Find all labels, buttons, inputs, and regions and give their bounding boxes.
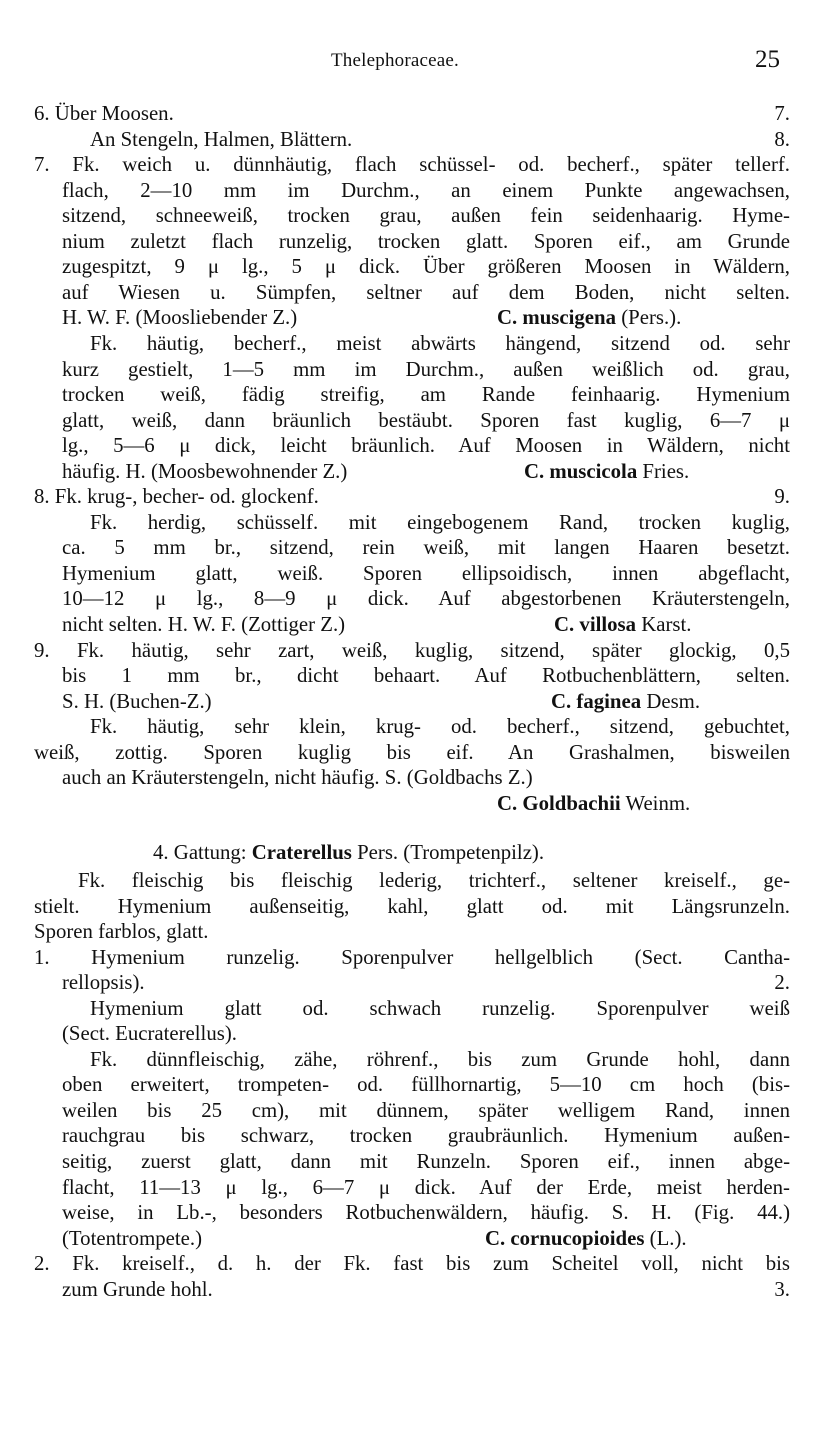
text-line <box>90 331 790 357</box>
page-header <box>0 46 830 78</box>
lead-reference: 7. <box>774 102 790 125</box>
text-line <box>62 689 790 715</box>
text-line <box>90 127 790 153</box>
genus-author: Pers. (Trompetenpilz). <box>357 841 545 864</box>
line-text: oben erweitert, trompeten- od. füllhornartig, 5—10 cm hoch (bis- <box>62 1073 790 1096</box>
line-text: Fk. fleischig bis fleischig lederig, trichterf., seltener kreiself., ge- <box>78 869 790 892</box>
species-binomial: C. cornucopioides <box>485 1227 645 1250</box>
line-text: Sporen farblos, glatt. <box>34 920 209 943</box>
text-line <box>62 1021 790 1047</box>
text-line <box>62 254 790 280</box>
species-authority: (L.). <box>649 1227 687 1250</box>
text-line <box>62 1123 790 1149</box>
line-text: Fk. häutig, sehr klein, krug- od. becherf., sitzend, gebuchtet, <box>90 715 790 738</box>
species-name <box>497 791 690 817</box>
text-line <box>62 178 790 204</box>
species-authority: Karst. <box>641 613 692 636</box>
line-text: flach, 2—10 mm im Durchm., an einem Punkte angewachsen, <box>62 179 790 202</box>
text-line <box>34 740 790 766</box>
text-line <box>62 408 790 434</box>
line-text: Fk. herdig, schüsself. mit eingebogenem Rand, trocken kuglig, <box>90 511 790 534</box>
line-text: Fk. dünnfleischig, zähe, röhrenf., bis zum Grunde hohl, dann <box>90 1048 790 1071</box>
text-line <box>62 459 790 485</box>
genus-name: Craterellus <box>251 841 352 864</box>
text-line <box>78 868 790 894</box>
line-text: 7. Fk. weich u. dünnhäutig, flach schüssel- od. becherf., später tellerf. <box>34 153 790 176</box>
line-text: rauchgrau bis schwarz, trocken graubräunlich. Hymenium außen- <box>62 1124 790 1147</box>
text-line <box>62 357 790 383</box>
text-line <box>62 280 790 306</box>
line-text: Hymenium glatt, weiß. Sporen ellipsoidisch, innen abgeflacht, <box>62 562 790 585</box>
line-text: ca. 5 mm br., sitzend, rein weiß, mit langen Haaren besetzt. <box>62 536 790 559</box>
text-line <box>34 101 790 127</box>
text-line <box>62 382 790 408</box>
text-line <box>62 970 790 996</box>
text-line <box>62 1175 790 1201</box>
line-text: 8. Fk. krug-, becher- od. glockenf. <box>34 485 319 508</box>
line-text: zugespitzt, 9 μ lg., 5 μ dick. Über größeren Moosen in Wäldern, <box>62 255 790 278</box>
text-line <box>34 152 790 178</box>
page-number: 25 <box>755 46 780 73</box>
line-text: Hymenium glatt od. schwach runzelig. Sporenpulver weiß <box>90 997 790 1020</box>
text-line <box>62 1149 790 1175</box>
text-line <box>34 894 790 920</box>
text-line <box>90 510 790 536</box>
text-line <box>62 229 790 255</box>
line-text: kurz gestielt, 1—5 mm im Durchm., außen weißlich od. grau, <box>62 358 790 381</box>
line-text: H. W. F. (Moosliebender Z.) <box>62 306 298 329</box>
line-text: rellopsis). <box>62 971 145 994</box>
line-text: (Totentrompete.) <box>62 1227 203 1250</box>
text-line <box>62 1200 790 1226</box>
text-line <box>62 586 790 612</box>
line-text: flacht, 11—13 μ lg., 6—7 μ dick. Auf der Erde, meist herden- <box>62 1176 790 1199</box>
line-text: auf Wiesen u. Sümpfen, seltner auf dem Boden, nicht selten. <box>62 281 790 304</box>
lead-reference: 3. <box>774 1278 790 1301</box>
text-line <box>62 1072 790 1098</box>
species-name <box>497 305 681 331</box>
line-text: weiß, zottig. Sporen kuglig bis eif. An Grashalmen, bisweilen <box>34 741 790 764</box>
line-text: 1. Hymenium runzelig. Sporenpulver hellgelblich (Sect. Cantha- <box>34 946 790 969</box>
line-text: nium zuletzt flach runzelig, trocken glatt. Sporen eif., am Grunde <box>62 230 790 253</box>
text-line <box>62 433 790 459</box>
text-line <box>34 638 790 664</box>
line-text: häufig. H. (Moosbewohnender Z.) <box>62 460 348 483</box>
line-text: weise, in Lb.-, besonders Rotbuchenwäldern, häufig. S. H. (Fig. 44.) <box>62 1201 790 1224</box>
text-line <box>90 996 790 1022</box>
species-name <box>524 459 689 485</box>
text-line <box>62 1277 790 1303</box>
section-heading-prefix: 4. Gattung: <box>153 841 247 864</box>
text-line <box>34 945 790 971</box>
species-authority: (Pers.). <box>621 306 682 329</box>
text-line <box>90 714 790 740</box>
line-text: S. H. (Buchen-Z.) <box>62 690 212 713</box>
text-line <box>34 919 790 945</box>
line-text: sitzend, schneeweiß, trocken grau, außen fein seidenhaarig. Hyme- <box>62 204 790 227</box>
line-text: (Sect. Eucraterellus). <box>62 1022 237 1045</box>
species-binomial: C. Goldbachii <box>497 792 621 815</box>
line-text: 2. Fk. kreiself., d. h. der Fk. fast bis zum Scheitel voll, nicht bis <box>34 1252 790 1275</box>
line-text: auch an Kräuterstengeln, nicht häufig. S. (Goldbachs Z.) <box>62 766 533 789</box>
text-line <box>62 1226 790 1252</box>
species-name <box>551 689 700 715</box>
text-line <box>62 1098 790 1124</box>
species-authority: Weinm. <box>625 792 691 815</box>
line-text: glatt, weiß, dann bräunlich bestäubt. Sporen fast kuglig, 6—7 μ <box>62 409 790 432</box>
text-line <box>62 203 790 229</box>
text-line <box>90 1047 790 1073</box>
species-binomial: C. faginea <box>551 690 642 713</box>
text-line <box>62 305 790 331</box>
species-name <box>485 1226 687 1252</box>
lead-reference: 2. <box>774 971 790 994</box>
running-title: Thelephoraceae. <box>331 50 459 71</box>
lead-reference: 8. <box>774 128 790 151</box>
species-authority: Fries. <box>642 460 690 483</box>
lead-reference: 9. <box>774 485 790 508</box>
species-binomial: C. muscicola <box>524 460 638 483</box>
text-line <box>34 484 790 510</box>
line-text: 9. Fk. häutig, sehr zart, weiß, kuglig, sitzend, später glockig, 0,5 <box>34 639 790 662</box>
text-line <box>34 791 790 817</box>
text-line <box>62 612 790 638</box>
line-text: 10—12 μ lg., 8—9 μ dick. Auf abgestorbenen Kräuterstengeln, <box>62 587 790 610</box>
species-authority: Desm. <box>646 690 701 713</box>
text-line <box>62 561 790 587</box>
text-line <box>153 840 544 866</box>
line-text: trocken weiß, fädig streifig, am Rande feinhaarig. Hymenium <box>62 383 790 406</box>
species-name <box>554 612 692 638</box>
line-text: lg., 5—6 μ dick, leicht bräunlich. Auf Moosen in Wäldern, nicht <box>62 434 790 457</box>
line-text: 6. Über Moosen. <box>34 102 174 125</box>
line-text: zum Grunde hohl. <box>62 1278 213 1301</box>
text-line <box>34 1251 790 1277</box>
line-text: weilen bis 25 cm), mit dünnem, später welligem Rand, innen <box>62 1099 790 1122</box>
line-text: Fk. häutig, becherf., meist abwärts hängend, sitzend od. sehr <box>90 332 790 355</box>
line-text: stielt. Hymenium außenseitig, kahl, glatt od. mit Längsrunzeln. <box>34 895 790 918</box>
text-line <box>62 535 790 561</box>
species-binomial: C. muscigena <box>497 306 617 329</box>
species-binomial: C. villosa <box>554 613 637 636</box>
text-line <box>62 663 790 689</box>
line-text: nicht selten. H. W. F. (Zottiger Z.) <box>62 613 346 636</box>
line-text: An Stengeln, Halmen, Blättern. <box>90 128 353 151</box>
line-text: bis 1 mm br., dicht behaart. Auf Rotbuchenblättern, selten. <box>62 664 790 687</box>
text-line <box>62 765 790 791</box>
line-text: seitig, zuerst glatt, dann mit Runzeln. Sporen eif., innen abge- <box>62 1150 790 1173</box>
